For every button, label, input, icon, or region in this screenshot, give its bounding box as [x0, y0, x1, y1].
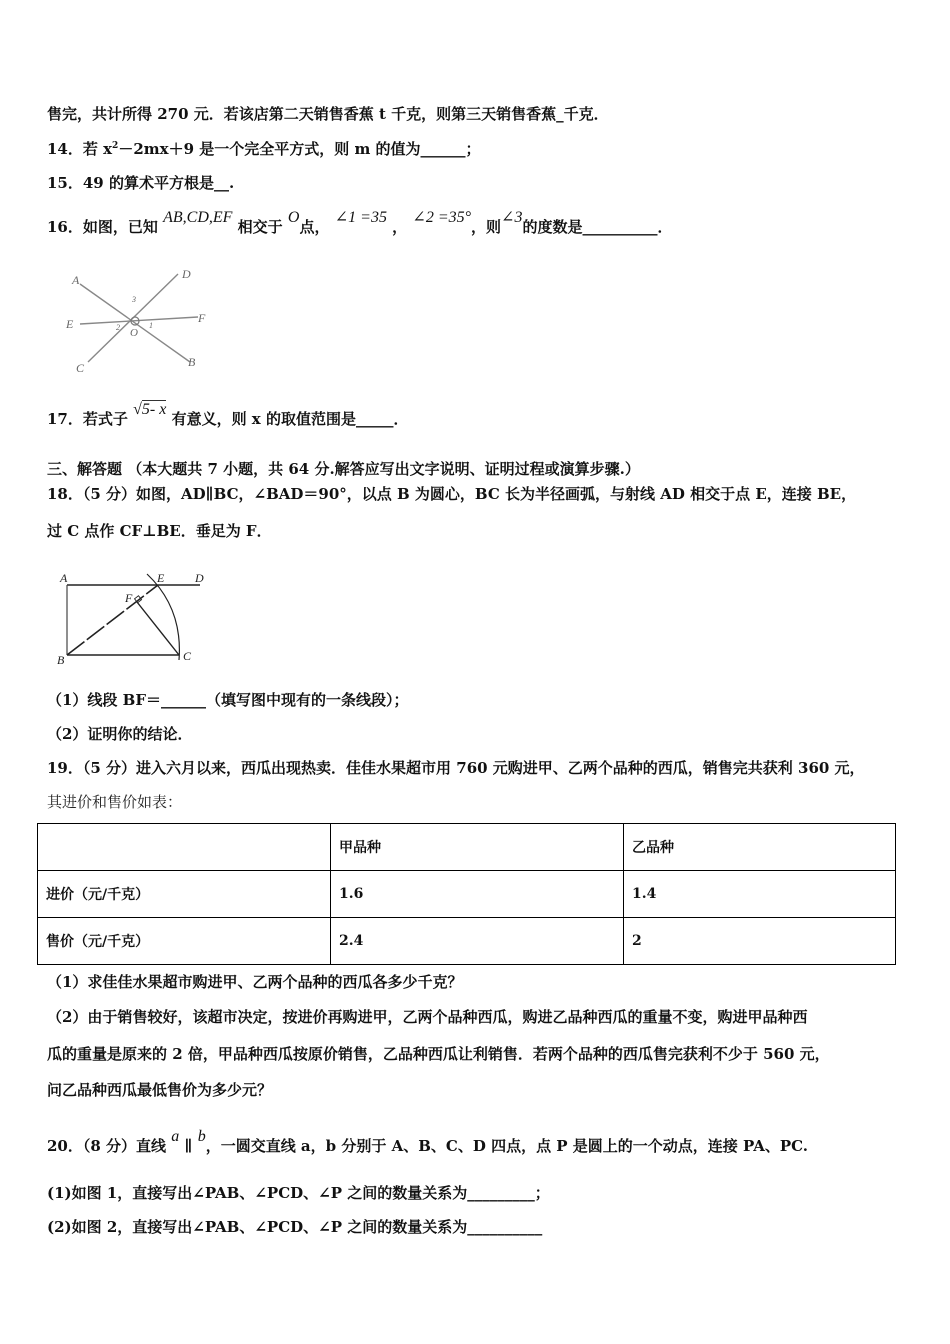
section3-note: （本大题共 7 小题，共 64 分.解答应写出文字说明、证明过程或演算步骤.） [127, 460, 640, 478]
q16-lines: AB,CD,EF [163, 209, 233, 226]
q18-part2: （2）证明你的结论． [47, 725, 193, 743]
label-angle-1: 1 [149, 321, 153, 330]
q15-text: 15．49 的算术平方根是__. [47, 174, 235, 192]
q20-suffix: ，一圆交直线 a，b 分别于 A、B、C、D 四点，点 P 是圆上的一个动点，连接 PA、PC. [205, 1137, 809, 1155]
q19-part2-line1: （2）由于销售较好，该超市决定，按进价再购进甲，乙两个品种西瓜，购进乙品种西瓜的重量不变，购进甲品种西 [47, 1008, 808, 1026]
q17-text [47, 401, 409, 429]
q17-radicand: 5- x [141, 401, 167, 418]
table-cell: 售价（元/千克） [38, 918, 331, 965]
label-c: C [183, 649, 192, 663]
label-a: A [72, 273, 80, 287]
q16-suffix: 的度数是__________． [522, 218, 673, 236]
q13-continuation: 售完，共计所得 270 元．若该店第二天销售香蕉 t 千克，则第三天销售香蕉_千克． [47, 105, 609, 123]
q16-mid1: 相交于 [237, 218, 283, 236]
label-d: D [182, 267, 191, 281]
label-angle-2: 2 [116, 323, 120, 332]
q18-part1: （1）线段 BF＝______（填写图中现有的一条线段）； [47, 691, 409, 709]
q16-mid3: ，则 [471, 218, 502, 236]
q14-exponent: 2 [112, 141, 119, 151]
q14-prefix: 14．若 x [47, 140, 113, 158]
q20-line-b: b [197, 1128, 206, 1145]
q16-mid2: 点， [299, 218, 330, 236]
q17-radical: √5- x [133, 401, 167, 418]
q16-point: O [287, 209, 300, 226]
q20-part1: (1)如图 1，直接写出∠PAB、∠PCD、∠P 之间的数量关系为_________； [47, 1184, 550, 1202]
segment-be [67, 585, 158, 655]
q18-line1: 18．（5 分）如图，AD∥BC，∠BAD＝90°，以点 B 为圆心，BC 长为半径画弧，与射线 AD 相交于点 E，连接 BE， [47, 485, 857, 503]
label-b: B [57, 653, 65, 667]
q19-line2: 其进价和售价如表： [47, 793, 183, 811]
table-header-cell [38, 824, 331, 871]
label-c: C [76, 361, 85, 375]
q16-figure [60, 262, 220, 377]
table-header-cell: 甲品种 [331, 824, 624, 871]
label-a: A [60, 571, 68, 585]
table-header-row [38, 824, 896, 871]
label-e: E [157, 571, 165, 585]
section3-heading [47, 458, 640, 479]
q16-angle1: ∠1 =35 [334, 209, 387, 226]
q16-angle2: ∠2 =35° [412, 209, 472, 226]
segment-cf [137, 602, 179, 655]
q14-suffix: －2mx＋9 是一个完全平方式，则 m 的值为______； [118, 140, 481, 158]
q19-part2-line3: 问乙品种西瓜最低售价为多少元？ [47, 1081, 273, 1099]
label-angle-3: 3 [132, 295, 136, 304]
q19-line1: 19．（5 分）进入六月以来，西瓜出现热卖．佳佳水果超市用 760 元购进甲、乙两个品种的西瓜，销售完共获利 360 元， [47, 759, 865, 777]
label-f: F [198, 311, 206, 325]
table-cell: 2.4 [331, 918, 624, 965]
q16-text [47, 209, 673, 237]
q19-part2-line2: 瓜的重量是原来的 2 倍，甲品种西瓜按原价销售，乙品种西瓜让利销售．若两个品种的西瓜售完获利不少于 560 元， [47, 1045, 830, 1063]
label-o: O [130, 327, 138, 339]
table-header-cell: 乙品种 [624, 824, 896, 871]
q18-line2: 过 C 点作 CF⊥BE．垂足为 F． [47, 522, 272, 540]
table-cell: 进价（元/千克） [38, 871, 331, 918]
q18-figure [55, 568, 215, 668]
table-cell: 1.4 [624, 871, 896, 918]
q16-prefix: 16．如图，已知 [47, 218, 158, 236]
q20-prefix: 20．（8 分）直线 [47, 1137, 167, 1155]
price-table [37, 823, 896, 965]
q16-angle3: ∠3 [501, 209, 523, 226]
q20-line-a: a [171, 1128, 180, 1145]
table-row [38, 871, 896, 918]
q19-part1: （1）求佳佳水果超市购进甲、乙两个品种的西瓜各多少千克？ [47, 973, 463, 991]
label-d: D [195, 571, 204, 585]
table-row [38, 918, 896, 965]
table-cell: 2 [624, 918, 896, 965]
q17-suffix: 有意义，则 x 的取值范围是_____． [171, 410, 409, 428]
q20-text [47, 1128, 809, 1156]
q14-text [47, 138, 481, 159]
q20-part2: (2)如图 2，直接写出∠PAB、∠PCD、∠P 之间的数量关系为__________ [47, 1218, 543, 1236]
label-f: F [125, 591, 133, 605]
label-b: B [188, 355, 196, 369]
section3-title: 三、解答题 [47, 460, 123, 478]
q17-prefix: 17．若式子 [47, 410, 128, 428]
arc-ec [147, 574, 179, 660]
label-e: E [66, 317, 74, 331]
table-cell: 1.6 [331, 871, 624, 918]
q20-parallel: ∥ [184, 1137, 193, 1155]
q16-sep1: ， [392, 218, 408, 236]
